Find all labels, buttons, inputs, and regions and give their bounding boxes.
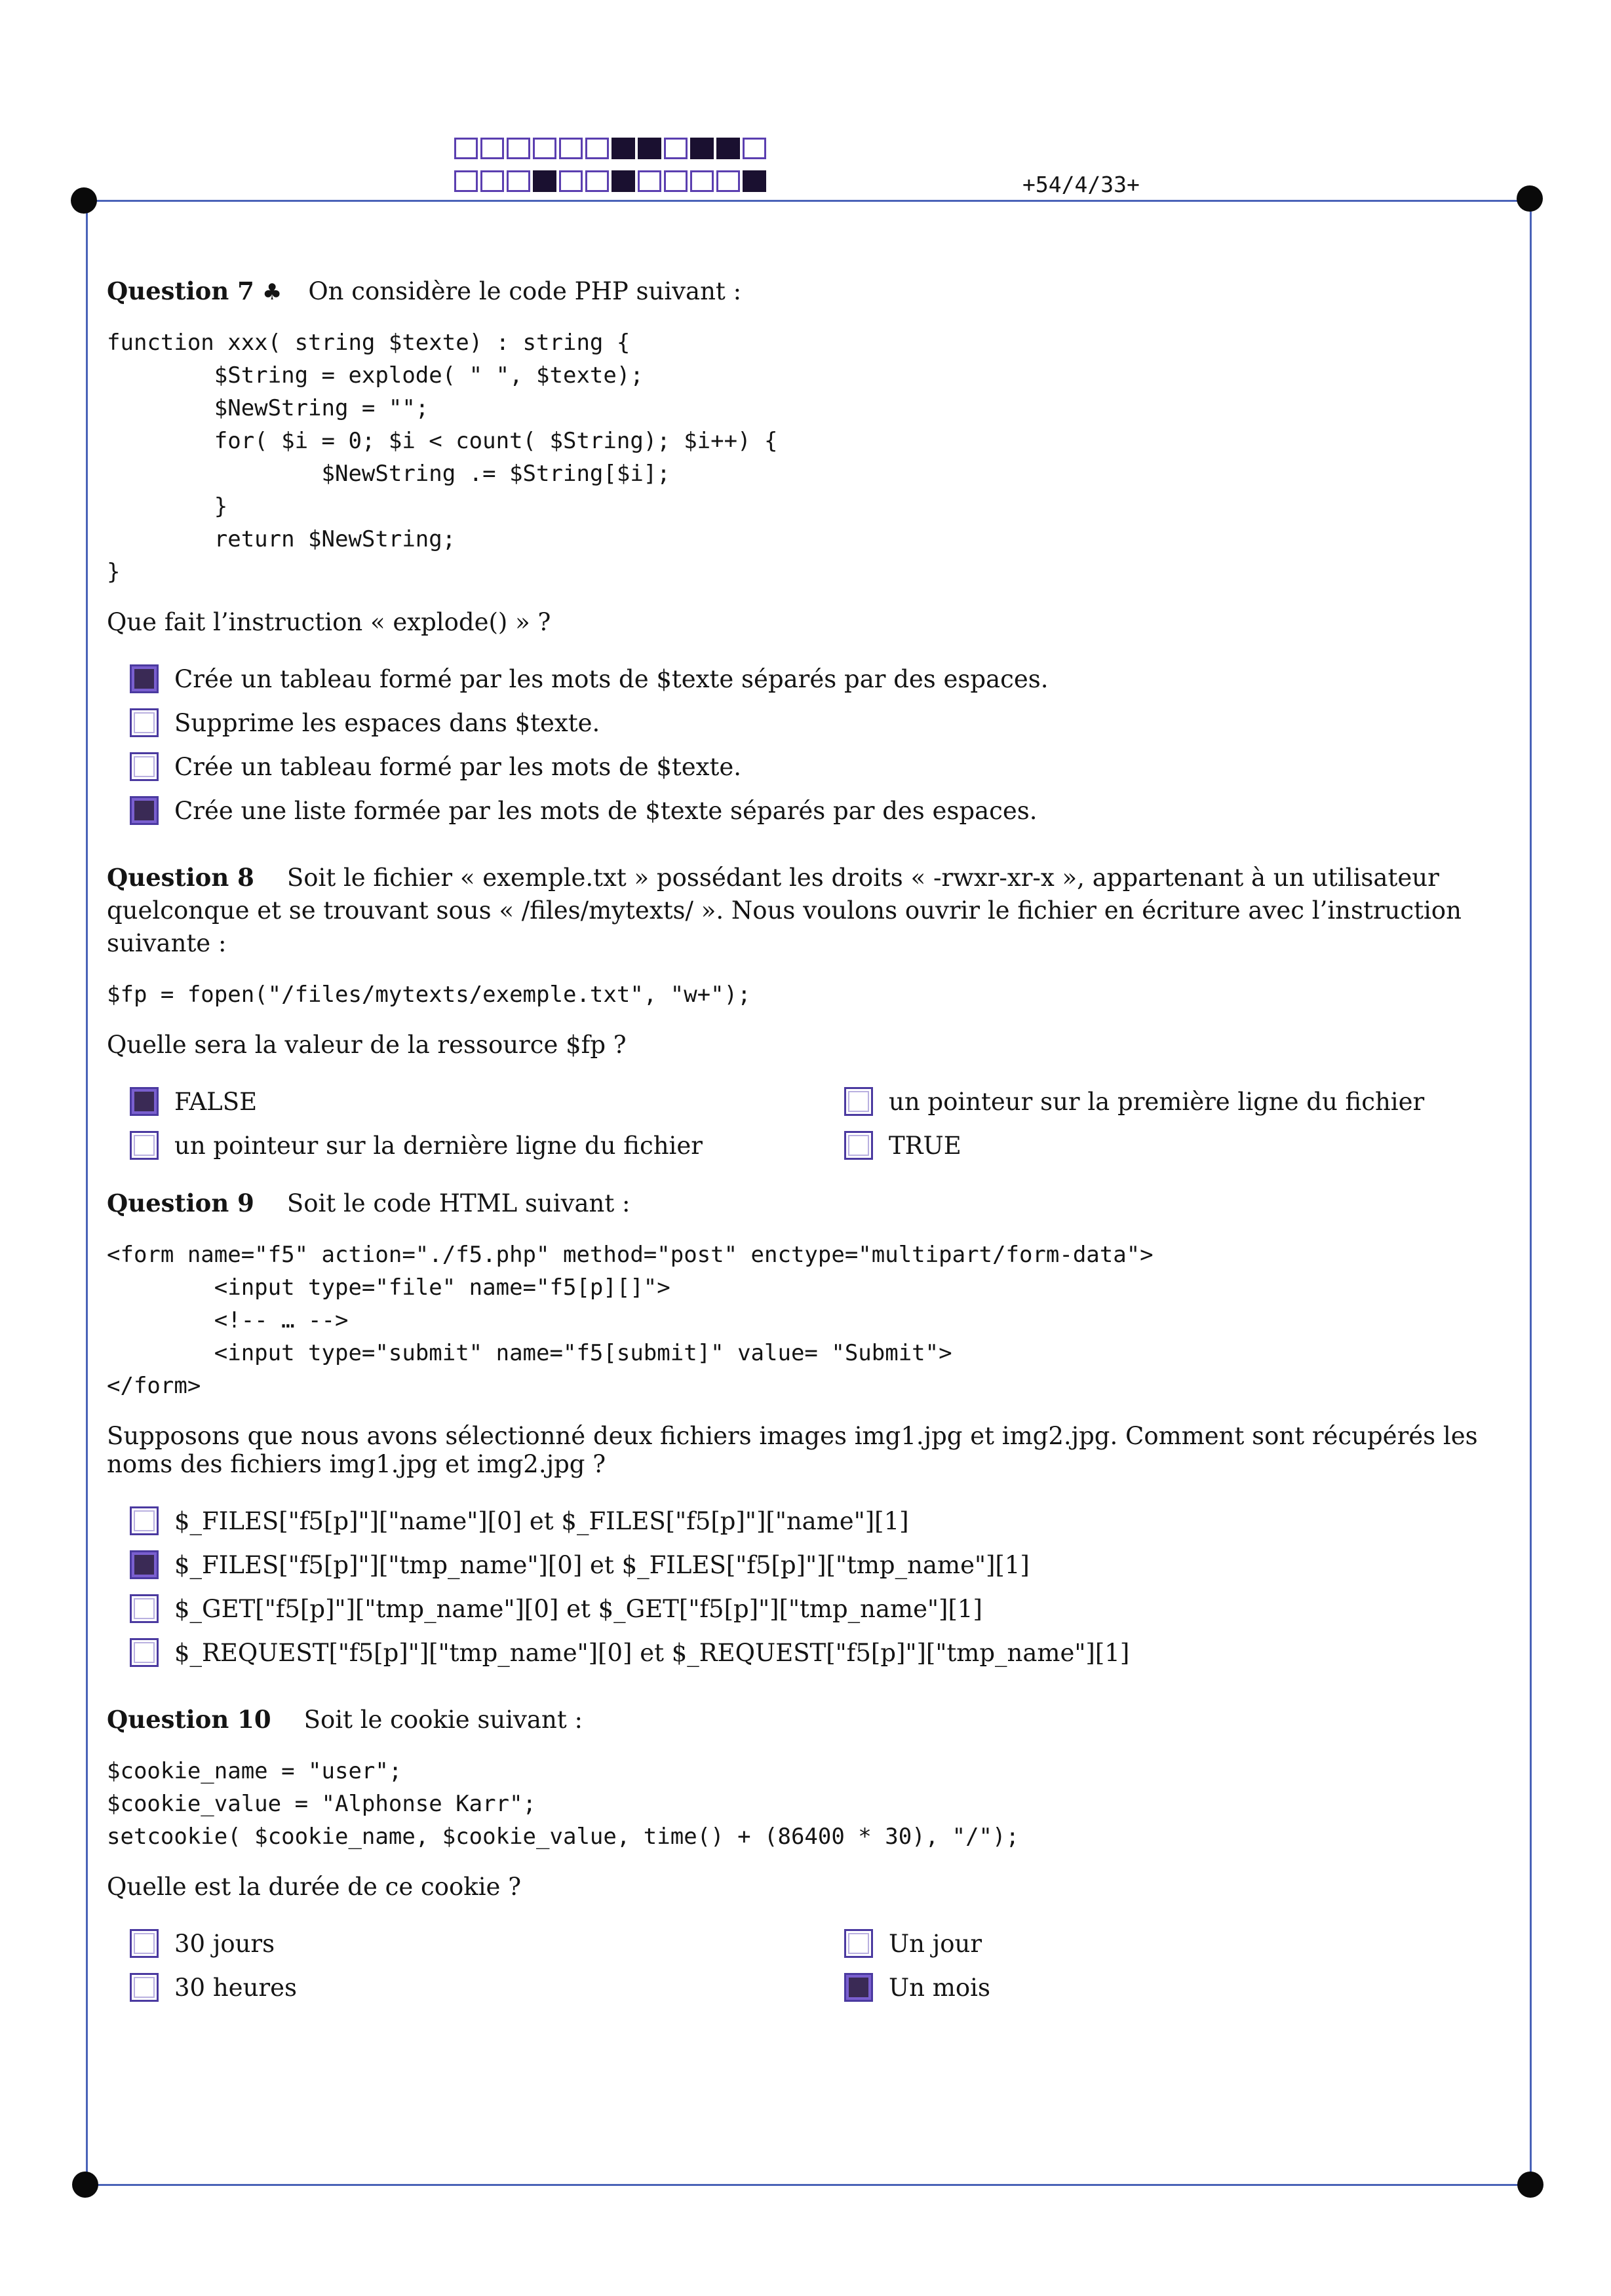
answer-option[interactable] — [130, 1631, 1504, 1675]
answer-option[interactable] — [130, 1543, 1504, 1587]
answer-option[interactable] — [130, 701, 1504, 745]
checkbox[interactable] — [130, 1594, 159, 1623]
code-block: $cookie_name = "user"; $cookie_value = "Alphonse Karr"; setcookie( $cookie_name, $cookie_value, time() + (86400 * 30), "/"); — [107, 1757, 1019, 1850]
question-prompt: Que fait l’instruction « explode() » ? — [107, 607, 551, 636]
id-code-cell — [559, 170, 583, 192]
id-code-cell — [480, 138, 504, 159]
frame-top-line — [84, 200, 1532, 202]
answer-text: FALSE — [174, 1087, 258, 1116]
question-intro: On considère le code PHP suivant : — [308, 277, 742, 305]
checked-checkbox[interactable] — [130, 1087, 159, 1116]
answer-option[interactable] — [844, 1922, 1500, 1966]
corner-mark-top-right — [1517, 185, 1543, 212]
question-prompt: Quelle sera la valeur de la ressource $fp ? — [107, 1030, 627, 1059]
answer-text: $_GET["f5[p]"]["tmp_name"][0] et $_GET["f5[p]"]["tmp_name"][1] — [174, 1594, 982, 1623]
checkbox[interactable] — [130, 1131, 159, 1160]
question-header — [107, 1187, 1504, 1220]
answer-text: un pointeur sur la première ligne du fichier — [889, 1087, 1425, 1116]
id-code-cell — [743, 138, 766, 159]
answer-text: $_REQUEST["f5[p]"]["tmp_name"][0] et $_REQUEST["f5[p]"]["tmp_name"][1] — [174, 1638, 1130, 1667]
answer-option[interactable] — [844, 1966, 1500, 2010]
id-code-cell — [480, 170, 504, 192]
checkbox[interactable] — [130, 708, 159, 737]
answer-text: Un mois — [889, 1973, 990, 2002]
checkbox[interactable] — [130, 1638, 159, 1667]
answer-option[interactable] — [130, 1499, 1504, 1543]
question-prompt: Quelle est la durée de ce cookie ? — [107, 1872, 522, 1901]
answer-option[interactable] — [130, 1124, 844, 1168]
answer-option[interactable] — [130, 1587, 1504, 1631]
question-label: Question 9 — [107, 1188, 254, 1217]
answer-option[interactable] — [844, 1124, 1500, 1168]
checkbox[interactable] — [130, 1929, 159, 1958]
corner-mark-bottom-right — [1517, 2172, 1543, 2198]
id-code-cell — [664, 138, 688, 159]
id-code-grid-bottom — [454, 170, 769, 192]
exam-content — [107, 275, 1504, 2029]
checkbox[interactable] — [130, 1973, 159, 2002]
answer-option[interactable] — [130, 657, 1504, 701]
code-block: <form name="f5" action="./f5.php" method="post" enctype="multipart/form-data"> <input type="file" name="f5[p][]"> <!-- … --> <input type="submit" name="f5[submit]" value= "Submit"> </form> — [107, 1241, 1154, 1399]
answer-list — [130, 1080, 1504, 1168]
id-code-cell — [638, 170, 661, 192]
answer-text: Crée un tableau formé par les mots de $texte séparés par des espaces. — [174, 664, 1049, 693]
id-code-cell — [585, 138, 609, 159]
id-code-cell — [716, 138, 740, 159]
checkbox[interactable] — [130, 1506, 159, 1535]
answer-text: Supprime les espaces dans $texte. — [174, 708, 600, 737]
answer-text: $_FILES["f5[p]"]["name"][0] et $_FILES["f5[p]"]["name"][1] — [174, 1506, 909, 1535]
answer-option[interactable] — [844, 1080, 1500, 1124]
id-code-cell — [559, 138, 583, 159]
checkbox[interactable] — [844, 1929, 873, 1958]
answer-text: Crée un tableau formé par les mots de $texte. — [174, 752, 742, 781]
answer-option[interactable] — [130, 1922, 844, 1966]
question-intro: Soit le fichier « exemple.txt » possédant les droits « -rwxr-xr-x », appartenant à un utilisateur quelconque et se trouvant sous « /files/mytexts/ ». Nous voulons ouvrir le fichier en écriture avec l’instruction suivante : — [107, 863, 1462, 957]
id-code-cell — [454, 138, 478, 159]
id-code-cell — [690, 170, 714, 192]
answer-text: Un jour — [889, 1929, 982, 1958]
answer-option[interactable] — [130, 1080, 844, 1124]
answer-text: $_FILES["f5[p]"]["tmp_name"][0] et $_FILES["f5[p]"]["tmp_name"][1] — [174, 1550, 1030, 1579]
answer-option[interactable] — [130, 745, 1504, 789]
id-code-cell — [664, 170, 688, 192]
answer-text: 30 heures — [174, 1973, 297, 2002]
checkbox[interactable] — [130, 752, 159, 781]
question-prompt: Supposons que nous avons sélectionné deux fichiers images img1.jpg et img2.jpg. Comment sont récupérés les noms des fichiers img1.jpg et img2.jpg ? — [107, 1421, 1478, 1478]
id-code-cell — [507, 170, 530, 192]
frame-right-line — [1530, 200, 1532, 2185]
checked-checkbox[interactable] — [130, 1550, 159, 1579]
question-intro: Soit le code HTML suivant : — [286, 1189, 631, 1217]
question-header — [107, 862, 1504, 960]
question-header — [107, 275, 1504, 308]
answer-option[interactable] — [130, 789, 1504, 833]
answer-list — [130, 1499, 1504, 1675]
answer-text: 30 jours — [174, 1929, 275, 1958]
id-code-cell — [611, 138, 635, 159]
id-code-cell — [533, 138, 556, 159]
checkbox[interactable] — [844, 1087, 873, 1116]
frame-left-line — [86, 200, 88, 2185]
question-intro: Soit le cookie suivant : — [303, 1705, 583, 1734]
question-label: Question 8 — [107, 862, 254, 892]
checked-checkbox[interactable] — [844, 1973, 873, 2002]
question-label: Question 7 — [107, 277, 254, 305]
corner-mark-bottom-left — [72, 2172, 98, 2198]
id-code-cell — [533, 170, 556, 192]
corner-mark-top-left — [71, 187, 97, 214]
id-code-grid-top — [454, 138, 769, 159]
answer-text: TRUE — [889, 1131, 961, 1160]
answer-list — [130, 657, 1504, 833]
checked-checkbox[interactable] — [130, 796, 159, 825]
id-code-cell — [743, 170, 766, 192]
id-code-cell — [638, 138, 661, 159]
page-id-code: +54/4/33+ — [1022, 172, 1140, 197]
question-label: Question 10 — [107, 1704, 271, 1734]
answer-option[interactable] — [130, 1966, 844, 2010]
id-code-cell — [716, 170, 740, 192]
checked-checkbox[interactable] — [130, 664, 159, 693]
answer-text: Crée une liste formée par les mots de $texte séparés par des espaces. — [174, 796, 1038, 825]
code-block: function xxx( string $texte) : string { $String = explode( " ", $texte); $NewString = ""; for( $i = 0; $i < count( $String); $i++) { $NewString .= $String[$i]; } return $NewString; } — [107, 329, 778, 585]
id-code-cell — [454, 170, 478, 192]
question-header — [107, 1704, 1504, 1736]
id-code-cell — [585, 170, 609, 192]
id-code-cell — [690, 138, 714, 159]
club-marker: ♣ — [262, 279, 282, 305]
id-code-cell — [507, 138, 530, 159]
code-block: $fp = fopen("/files/mytexts/exemple.txt", "w+"); — [107, 981, 751, 1008]
frame-bottom-line — [84, 2184, 1532, 2186]
checkbox[interactable] — [844, 1131, 873, 1160]
id-code-cell — [611, 170, 635, 192]
answer-text: un pointeur sur la dernière ligne du fichier — [174, 1131, 703, 1160]
answer-list — [130, 1922, 1504, 2010]
